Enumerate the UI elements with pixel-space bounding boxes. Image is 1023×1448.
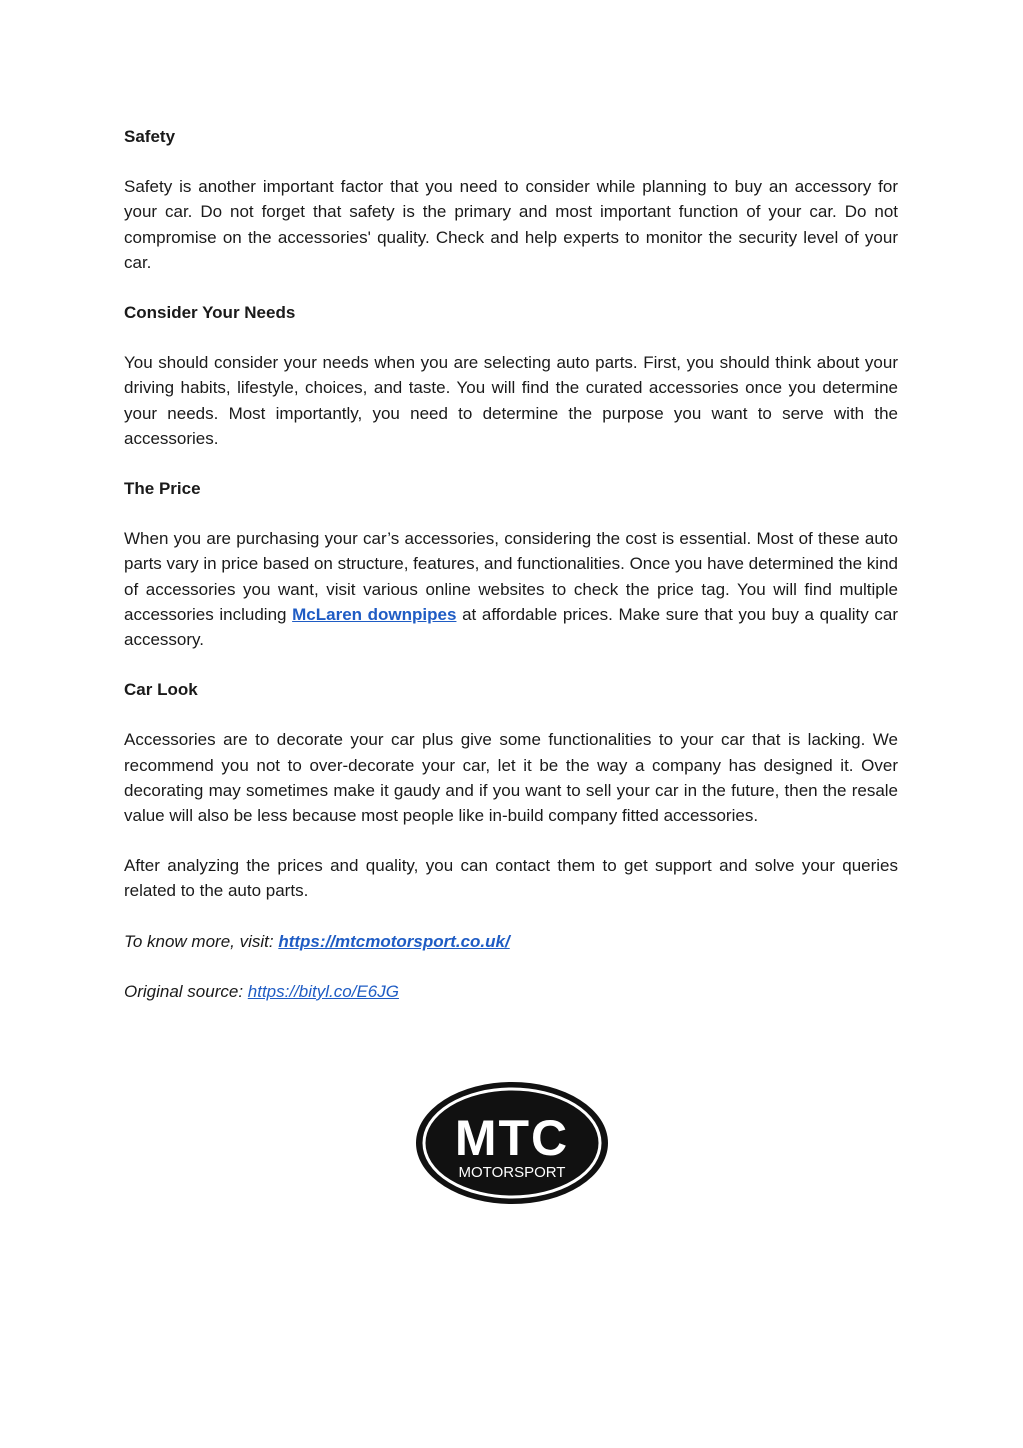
mclaren-downpipes-link[interactable]: McLaren downpipes <box>292 604 457 624</box>
logo-sub-text: MOTORSPORT <box>458 1164 566 1181</box>
mtc-motorsport-logo <box>414 1080 610 1206</box>
heading-car-look: Car Look <box>124 680 198 700</box>
price-text-before: When you are purchasing your car’s accessories, considering the cost is essential. Most of these auto parts vary in price based on structure, features, and functionalities. Once you have determined the kind of accessories you want, visit various online websites to check the price tag. You will find multiple accessories including <box>124 529 898 624</box>
price-text-after: at affordable prices. Make sure that you buy a quality car accessory. <box>124 604 898 650</box>
paragraph-closing: After analyzing the prices and quality, you can contact them to get support and solve your queries related to the auto parts. <box>124 856 898 901</box>
logo-graphic <box>414 1080 610 1206</box>
paragraph-consider-needs: You should consider your needs when you are selecting auto parts. First, you should think about your driving habits, lifestyle, choices, and taste. You will find the curated accessories once you determine your needs. Most importantly, you need to determine the purpose you want to serve with the accessories. <box>124 353 898 448</box>
article-body <box>124 124 898 1029</box>
source-line <box>124 979 898 1004</box>
paragraph-safety: Safety is another important factor that you need to consider while planning to buy an accessory for your car. Do not forget that safety is the primary and most important function of your car. Do not compromise on the accessories' quality. Check and help experts to monitor the security level of your car. <box>124 177 898 272</box>
heading-price: The Price <box>124 479 201 499</box>
paragraph-price <box>124 526 898 652</box>
paragraph-car-look: Accessories are to decorate your car plus give some functionalities to your car that is lacking. We recommend you not to over-decorate your car, let it be the way a company has designed it. Over decorating may sometimes make it gaudy and if you want to sell your car in the future, then the resale value will also be less because most people like in-build company fitted accessories. <box>124 730 898 826</box>
source-label: Original source: <box>124 981 248 1001</box>
heading-consider-needs: Consider Your Needs <box>124 303 296 323</box>
logo-main-text: MTC <box>454 1110 570 1166</box>
know-more-label: To know more, visit: <box>124 931 279 951</box>
know-more-line <box>124 929 898 954</box>
heading-safety: Safety <box>124 127 176 146</box>
source-link[interactable]: https://bityl.co/E6JG <box>247 981 399 1001</box>
website-link[interactable]: https://mtcmotorsport.co.uk/ <box>278 931 510 951</box>
